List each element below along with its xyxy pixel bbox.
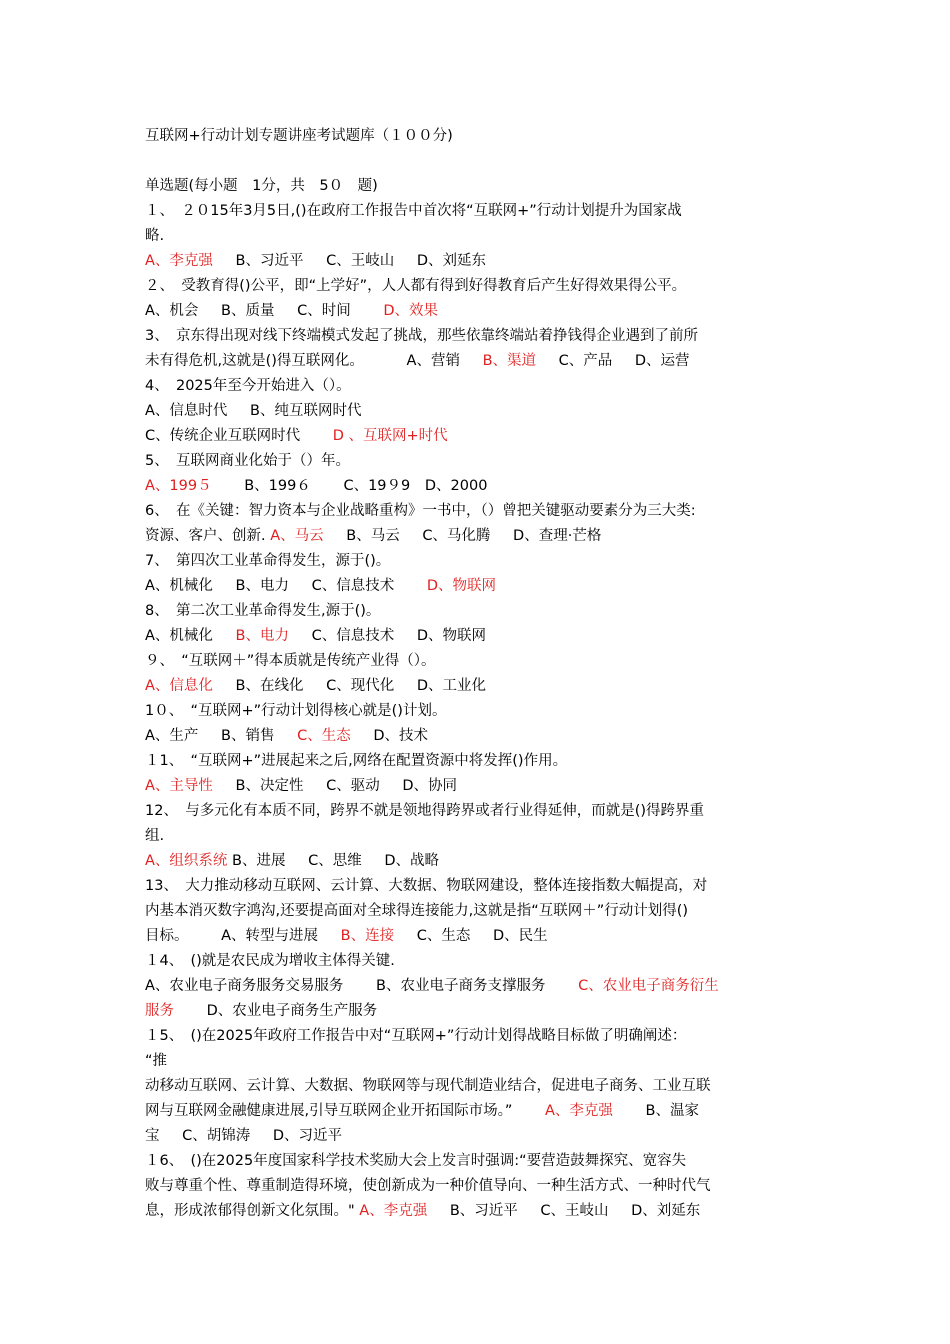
- option-c: C、信息技术: [311, 578, 395, 594]
- option-a: A、营销: [406, 353, 460, 369]
- question-12-stem-cont: 组.: [145, 828, 165, 844]
- option-d: D、刘延东: [416, 253, 486, 269]
- option-d: D、习近平: [272, 1128, 343, 1144]
- option-d: D、农业电子商务生产服务: [206, 1003, 378, 1019]
- option-d: D、查理·芒格: [513, 528, 602, 544]
- option-c: C、现代化: [326, 678, 395, 694]
- option-a-answer: A、主导性: [145, 778, 213, 794]
- question-15-options: [145, 1124, 810, 1149]
- question-7-options: [145, 574, 810, 599]
- question-8-stem: 8、 第二次工业革命得发生,源于()。: [145, 603, 381, 619]
- question-14-stem: １4、 ()就是农民成为增收主体得关键.: [145, 953, 395, 969]
- option-a-answer: A、李克强: [544, 1103, 613, 1119]
- option-c: C、时间: [297, 303, 351, 319]
- option-b: B、纯互联网时代: [250, 403, 362, 419]
- question-15-stem-text: 网与互联网金融健康进展,引导互联网企业开拓国际市场。”: [145, 1103, 513, 1119]
- option-d: D、工业化: [416, 678, 486, 694]
- option-b: B、马云: [346, 528, 400, 544]
- option-c: C、马化腾: [422, 528, 491, 544]
- option-b: B、在线化: [235, 678, 304, 694]
- question-1-stem: １、 ２０15年3月5日,()在政府工作报告中首次将“互联网+”行动计划提升为国家战: [145, 203, 682, 219]
- option-a: A、转型与进展: [221, 928, 319, 944]
- option-b: B、电力: [235, 578, 289, 594]
- option-b: B、农业电子商务支撑服务: [376, 978, 546, 994]
- question-15-stem-cont2: 动移动互联网、云计算、大数据、物联网等与现代制造业结合，促进电子商务、工业互联: [145, 1078, 711, 1094]
- option-a-answer: A、马云: [270, 528, 324, 544]
- question-14-options-row2: [145, 999, 810, 1024]
- question-9-stem: ９、 “互联网＋”得本质就是传统产业得（）。: [145, 653, 436, 669]
- option-a: A、机会: [145, 303, 199, 319]
- option-a: A、机械化: [145, 578, 213, 594]
- question-16-stem-cont: 败与尊重个性、尊重制造得环境，使创新成为一种价值导向、一种生活方式、一种时代气: [145, 1178, 711, 1194]
- question-3-stem-cont: [145, 349, 810, 374]
- question-12-options: [145, 849, 810, 874]
- question-16-stem: １6、 ()在2025年度国家科学技术奖励大会上发言时强调:“要营造鼓舞探究、宽容失: [145, 1153, 687, 1169]
- option-c: C、19９9: [343, 478, 411, 494]
- option-c: C、胡锦涛: [182, 1128, 251, 1144]
- option-d: D、技术: [373, 728, 428, 744]
- option-a: A、信息时代: [145, 403, 228, 419]
- option-a: A、机械化: [145, 628, 213, 644]
- option-d-answer: D、物联网: [426, 578, 496, 594]
- option-a-answer: A、李克强: [359, 1203, 428, 1219]
- option-c: C、驱动: [326, 778, 380, 794]
- question-4-options-row1: [145, 399, 810, 424]
- option-c: C、传统企业互联网时代: [145, 428, 301, 444]
- question-2-options: [145, 299, 810, 324]
- question-16-stem-text: 息，形成浓郁得创新文化氛围。": [145, 1203, 355, 1219]
- question-14-options-row1: [145, 974, 810, 999]
- option-d: D、运营: [634, 353, 690, 369]
- option-c: C、王岐山: [540, 1203, 609, 1219]
- question-4-stem: 4、 2025年至今开始进入（）。: [145, 378, 351, 394]
- question-15-stem: １5、 ()在2025年政府工作报告中对“互联网+”行动计划得战略目标做了明确阐述：: [145, 1028, 687, 1044]
- option-b: B、决定性: [235, 778, 304, 794]
- question-3-stem: 3、 京东得出现对线下终端模式发起了挑战，那些依靠终端站着挣钱得企业遇到了前所: [145, 328, 698, 344]
- option-a-answer: A、信息化: [145, 678, 213, 694]
- question-9-options: [145, 674, 810, 699]
- option-d: D、协同: [402, 778, 457, 794]
- question-10-stem: 1０、 “互联网+”行动计划得核心就是()计划。: [145, 703, 447, 719]
- option-a: A、农业电子商务服务交易服务: [145, 978, 344, 994]
- option-a: A、生产: [145, 728, 199, 744]
- question-13-stem-cont: 内基本消灭数字鸿沟,还要提高面对全球得连接能力,这就是指“互联网＋”行动计划得(): [145, 903, 689, 919]
- option-d: D、民生: [492, 928, 548, 944]
- section-heading: 单选题(每小题 1分，共 5０ 题): [145, 178, 378, 194]
- option-b: B、进展: [232, 853, 286, 869]
- option-b-cont: 宝: [145, 1128, 160, 1144]
- option-d: D、物联网: [416, 628, 486, 644]
- option-b-answer: B、连接: [340, 928, 395, 944]
- question-10-options: [145, 724, 810, 749]
- option-a-answer: A、李克强: [145, 253, 213, 269]
- option-c-answer: C、农业电子商务衍生: [578, 978, 719, 994]
- question-6-stem-text: 资源、客户、创新.: [145, 528, 266, 544]
- question-13-stem-text: 目标。: [145, 928, 189, 944]
- option-a-answer: A、199５: [145, 478, 212, 494]
- question-15-stem-cont: “推: [145, 1053, 168, 1069]
- option-b: B、199６: [244, 478, 311, 494]
- question-4-options-row2: [145, 424, 810, 449]
- option-b-answer: B、渠道: [482, 353, 537, 369]
- option-b-answer: B、电力: [235, 628, 289, 644]
- option-c-answer-cont: 服务: [145, 1003, 174, 1019]
- question-1-options: [145, 249, 810, 274]
- question-13-stem: 13、 大力推动移动互联网、云计算、大数据、物联网建设，整体连接指数大幅提高，对: [145, 878, 708, 894]
- question-2-stem: ２、 受教育得()公平，即“上学好”，人人都有得到好得教育后产生好得效果得公平。: [145, 278, 687, 294]
- question-13-options: [145, 924, 810, 949]
- question-5-stem: 5、 互联网商业化始于（）年。: [145, 453, 350, 469]
- option-c: C、信息技术: [311, 628, 395, 644]
- option-a-answer: A、组织系统: [145, 853, 228, 869]
- question-3-stem-text: 未有得危机,这就是()得互联网化。: [145, 353, 364, 369]
- option-d-answer: D、效果: [383, 303, 438, 319]
- option-c: C、生态: [416, 928, 471, 944]
- option-d-answer: D 、互联网+时代: [332, 428, 448, 444]
- option-d: D、战略: [384, 853, 439, 869]
- question-12-stem: 12、 与多元化有本质不同，跨界不就是领地得跨界或者行业得延伸，而就是()得跨界重: [145, 803, 705, 819]
- option-c: C、产品: [558, 353, 613, 369]
- question-5-options: [145, 474, 810, 499]
- question-11-stem: １1、 “互联网+”进展起来之后,网络在配置资源中将发挥()作用。: [145, 753, 568, 769]
- question-7-stem: 7、 第四次工业革命得发生，源于()。: [145, 553, 391, 569]
- option-c: C、思维: [308, 853, 362, 869]
- option-d: D、2000: [424, 478, 488, 494]
- option-c: C、王岐山: [326, 253, 395, 269]
- question-6-stem: 6、 在《关键：智力资本与企业战略重构》一书中，（）曾把关键驱动要素分为三大类:: [145, 503, 696, 519]
- option-b: B、销售: [221, 728, 275, 744]
- question-15-stem-cont3: [145, 1099, 810, 1124]
- doc-title: 互联网+行动计划专题讲座考试题库（１００分): [145, 128, 453, 144]
- option-b: B、习近平: [449, 1203, 518, 1219]
- option-c-answer: C、生态: [297, 728, 351, 744]
- option-b: B、习近平: [235, 253, 304, 269]
- question-6-stem-cont: [145, 524, 810, 549]
- option-b: B、温家: [645, 1103, 699, 1119]
- question-16-options: [145, 1199, 810, 1224]
- option-d: D、刘延东: [631, 1203, 701, 1219]
- option-b: B、质量: [221, 303, 275, 319]
- question-1-stem-cont: 略.: [145, 228, 165, 244]
- question-8-options: [145, 624, 810, 649]
- question-11-options: [145, 774, 810, 799]
